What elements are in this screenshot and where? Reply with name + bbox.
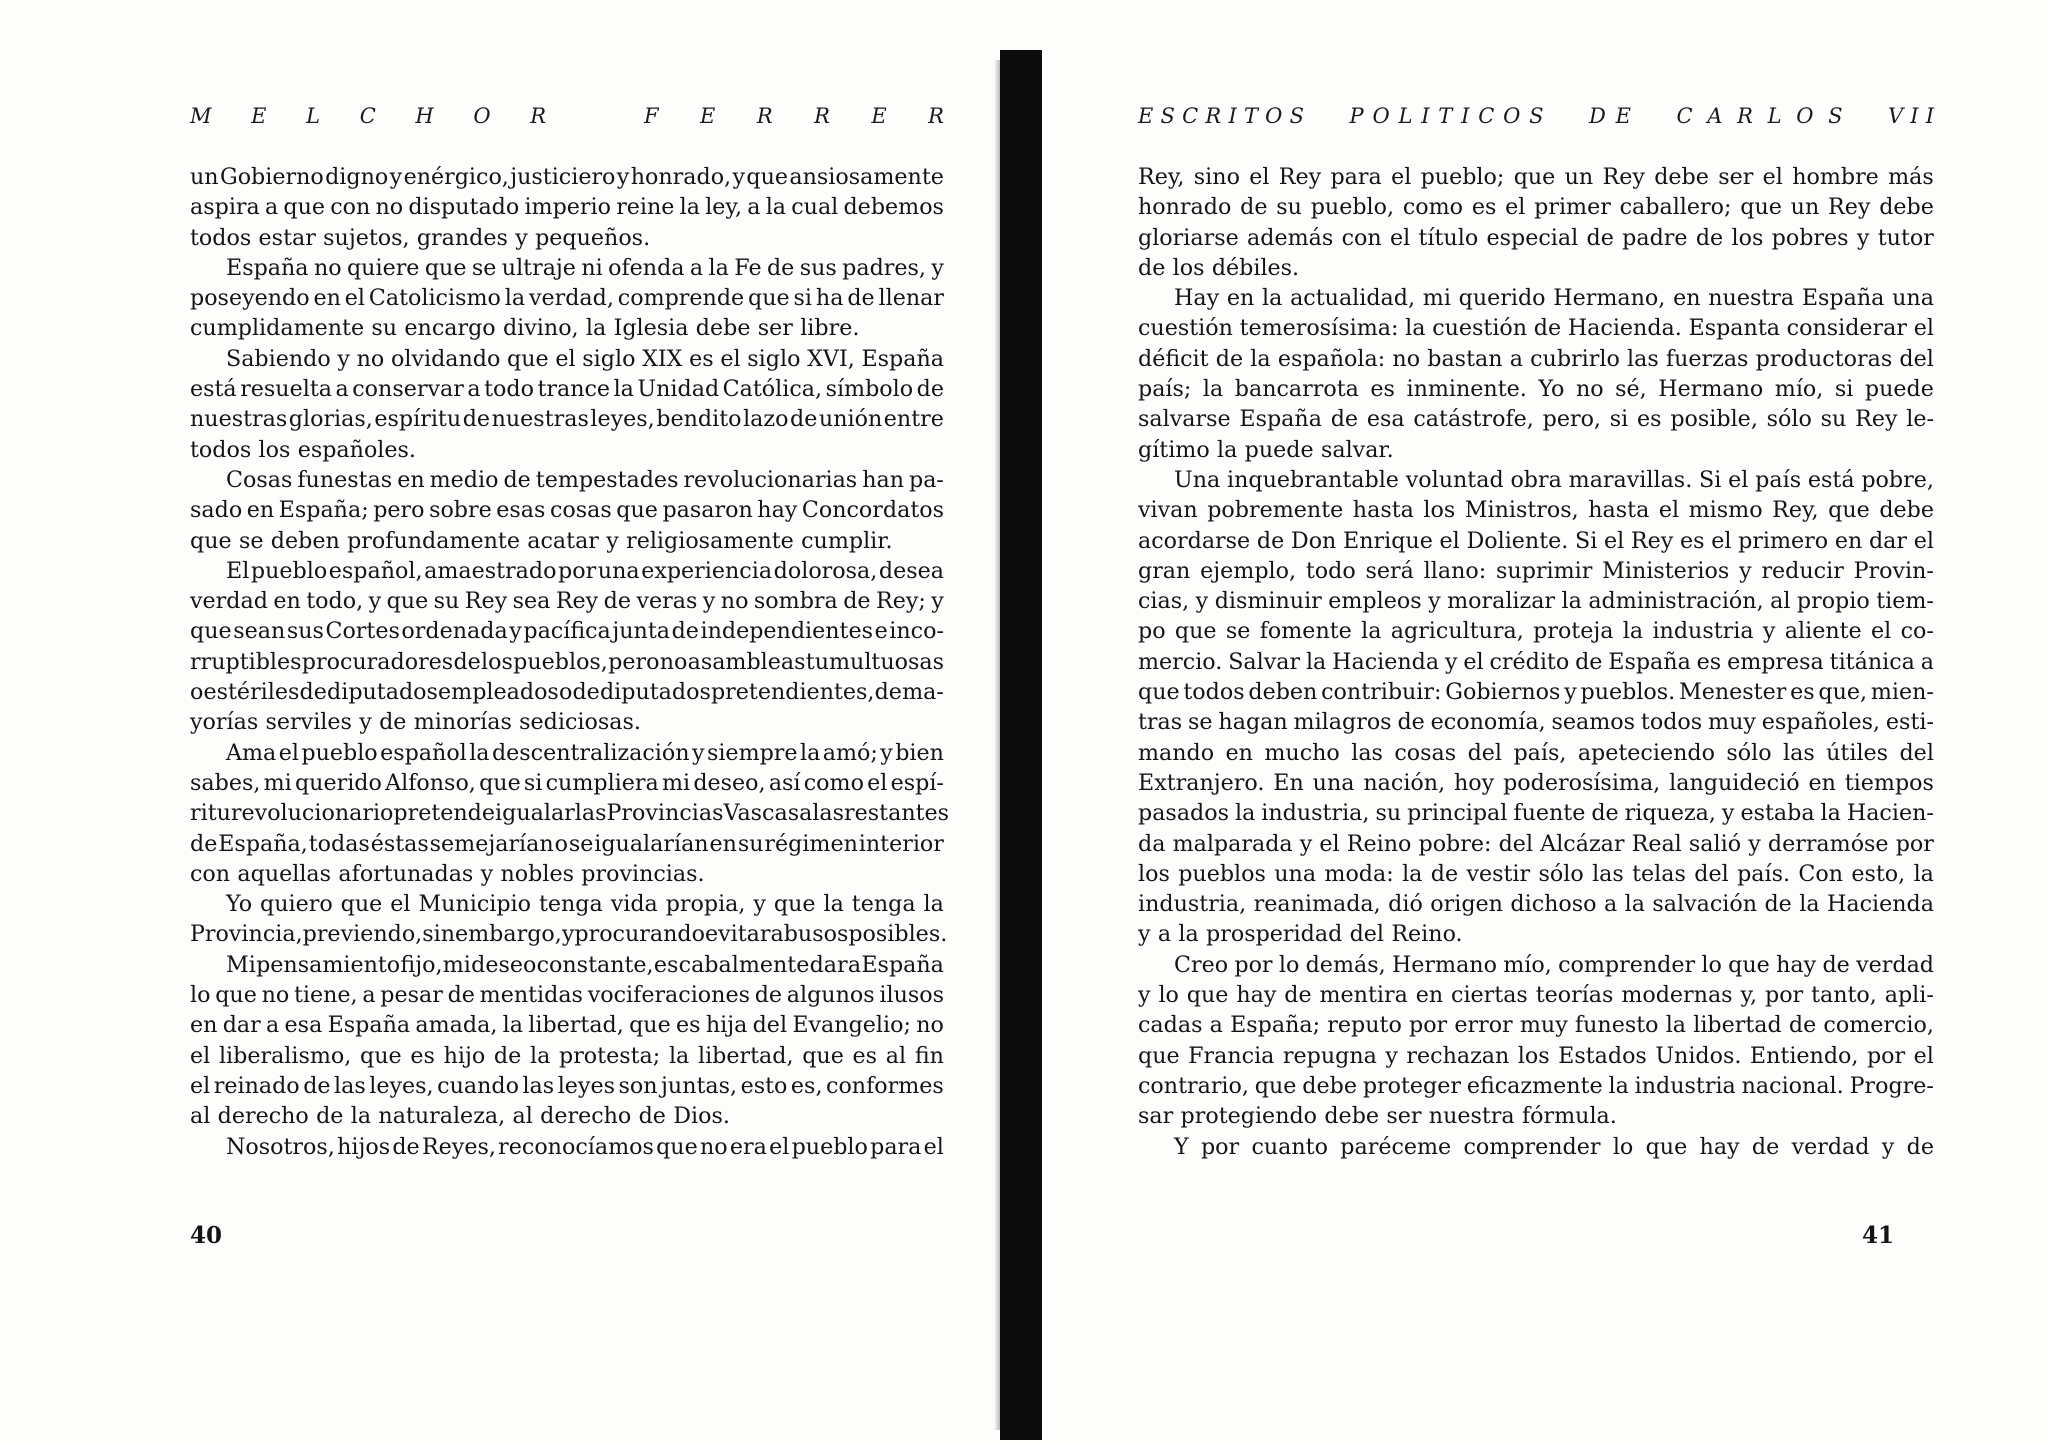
text-line: cumplidamente su encargo divino, la Iglesia debe ser libre.	[190, 315, 860, 342]
text-line: El pueblo español, amaestrado por una experiencia dolorosa, desea	[226, 557, 944, 584]
body-text-right	[1138, 162, 1934, 1162]
text-line: yorías serviles y de minorías sediciosas.	[190, 709, 641, 736]
text-line: Rey, sino el Rey para el pueblo; que un Rey debe ser el hombre más	[1138, 164, 1934, 190]
page-number-left: 40	[190, 1222, 223, 1249]
text-line: todos los españoles.	[190, 436, 416, 463]
text-line: los pueblos una moda: la de vestir sólo las telas del país. Con esto, la	[1138, 860, 1934, 887]
text-line: en dar a esa España amada, la libertad, que es hija del Evangelio; no	[190, 1012, 944, 1039]
text-line: gloriarse además con el título especial de padre de los pobres y tutor	[1138, 224, 1934, 251]
text-line: y lo que hay de mentira en ciertas teorías modernas y, por tanto, apli-	[1138, 982, 1934, 1009]
running-header-left	[190, 104, 944, 134]
text-line: el reinado de las leyes, cuando las leyes son juntas, esto es, conformes	[190, 1072, 944, 1099]
text-line: de los débiles.	[1138, 254, 1300, 281]
text-line: déficit de la española: no bastan a cubrirlo las fuerzas productoras del	[1138, 345, 1934, 372]
text-line: y a la prosperidad del Reino.	[1138, 921, 1463, 948]
text-line: de España, todas éstas semejarían o se igualarían en su régimen interior	[190, 830, 944, 857]
text-line: vivan pobremente hasta los Ministros, hasta el mismo Rey, que debe	[1138, 497, 1934, 524]
text-line: Sabiendo y no olvidando que el siglo XIX es el siglo XVI, España	[226, 345, 944, 372]
text-line: po que se fomente la agricultura, proteja la industria y aliente el co-	[1138, 618, 1934, 645]
text-line: salvarse España de esa catástrofe, pero, si es posible, sólo su Rey le-	[1138, 406, 1934, 433]
page-number-right: 41	[1862, 1222, 1895, 1249]
text-line: Cosas funestas en medio de tempestades revolucionarias han pa-	[226, 466, 944, 493]
text-line: el liberalismo, que es hijo de la protesta; la libertad, que es al fin	[190, 1042, 944, 1069]
text-line: España no quiere que se ultraje ni ofenda a la Fe de sus padres, y	[226, 254, 944, 281]
text-line: cias, y disminuir empleos y moralizar la administración, al propio tiem-	[1138, 588, 1934, 615]
text-line: contrario, que debe proteger eficazmente la industria nacional. Progre-	[1138, 1072, 1934, 1099]
text-line: sabes, mi querido Alfonso, que si cumpliera mi deseo, así como el espí-	[190, 769, 944, 796]
text-line: Y por cuanto paréceme comprender lo que hay de verdad y de	[1174, 1133, 1934, 1160]
body-text-left	[190, 162, 950, 1162]
text-line: que todos deben contribuir: Gobiernos y pueblos. Menester es que, mien-	[1138, 679, 1934, 706]
text-line: que sean sus Cortes ordenada y pacífica junta de independientes e inco-	[190, 618, 944, 645]
header-author-last: F E R R E R	[644, 104, 944, 128]
text-line: Yo quiero que el Municipio tenga vida propia, y que la tenga la	[226, 891, 944, 918]
book-gutter	[1000, 50, 1042, 1440]
header-word-politicos: P O L I T I C O S	[1349, 104, 1544, 128]
text-line: sado en España; pero sobre esas cosas que pasaron hay Concordatos	[190, 497, 944, 524]
text-line: industria, reanimada, dió origen dichoso a la salvación de la Hacienda	[1138, 891, 1934, 918]
header-word-escritos: E S C R I T O S	[1138, 104, 1304, 128]
text-line: acordarse de Don Enrique el Doliente. Si el Rey es el primero en dar el	[1138, 527, 1934, 554]
text-line: al derecho de la naturaleza, al derecho de Dios.	[190, 1103, 730, 1130]
text-line: pasados la industria, su principal fuente de riqueza, y estaba la Hacien-	[1138, 800, 1934, 827]
text-line: lo que no tiene, a pesar de mentidas vociferaciones de algunos ilusos	[190, 982, 944, 1009]
text-line: un Gobierno digno y enérgico, justiciero y honrado, y que ansiosamente	[190, 164, 944, 190]
header-author-first: M E L C H O R	[190, 104, 546, 128]
text-line: está resuelta a conservar a todo trance la Unidad Católica, símbolo de	[190, 376, 944, 403]
text-line: que Francia repugna y rechazan los Estados Unidos. Entiendo, por el	[1138, 1042, 1934, 1069]
running-header-right	[1138, 104, 1934, 134]
left-page	[0, 0, 1000, 1442]
text-line: nuestras glorias, espíritu de nuestras leyes, bendito lazo de unión entre	[190, 406, 944, 433]
text-line: que se deben profundamente acatar y religiosamente cumplir.	[190, 527, 893, 554]
header-word-de: D E	[1589, 104, 1631, 128]
text-line: sar protegiendo debe ser nuestra fórmula.	[1138, 1103, 1617, 1130]
text-line: aspira a que con no disputado imperio reine la ley, a la cual debemos	[190, 194, 944, 221]
text-line: gítimo la puede salvar.	[1138, 436, 1394, 463]
text-line: da malparada y el Reino pobre: del Alcázar Real salió y derramóse por	[1138, 830, 1934, 857]
text-line: todos estar sujetos, grandes y pequeños.	[190, 224, 651, 251]
text-line: Hay en la actualidad, mi querido Hermano, en nuestra España una	[1174, 285, 1934, 312]
text-line: mando en mucho las cosas del país, apeteciendo sólo las útiles del	[1138, 739, 1934, 766]
text-line: ritu revolucionario pretende igualar las Provincias Vascas a las restantes	[190, 800, 950, 827]
text-line: cuestión temerosísima: la cuestión de Hacienda. Espanta considerar el	[1138, 315, 1934, 342]
text-line: tras se hagan milagros de economía, seamos todos muy españoles, esti-	[1138, 709, 1934, 736]
text-line: cadas a España; reputo por error muy funesto la libertad de comercio,	[1138, 1012, 1934, 1039]
text-line: poseyendo en el Catolicismo la verdad, comprende que si ha de llenar	[190, 285, 944, 312]
header-word-carlos: C A R L O S	[1676, 104, 1843, 128]
text-line: Provincia, previendo, sin embargo, y procurando evitar abusos posibles.	[190, 921, 948, 948]
text-line: o estériles de diputados empleados o de diputados pretendientes, de ma-	[190, 679, 944, 706]
text-line: Una inquebrantable voluntad obra maravillas. Si el país está pobre,	[1174, 466, 1934, 493]
text-line: Creo por lo demás, Hermano mío, comprender lo que hay de verdad	[1174, 951, 1934, 978]
text-line: verdad en todo, y que su Rey sea Rey de veras y no sombra de Rey; y	[190, 588, 944, 615]
text-line: rruptibles procuradores de los pueblos, pero no asambleas tumultuosas	[190, 648, 944, 675]
right-page	[1048, 0, 2048, 1442]
text-line: país; la bancarrota es inminente. Yo no sé, Hermano mío, si puede	[1138, 376, 1934, 403]
text-line: honrado de su pueblo, como es el primer caballero; que un Rey debe	[1138, 194, 1934, 221]
text-line: con aquellas afortunadas y nobles provincias.	[190, 860, 705, 887]
text-line: gran ejemplo, todo será llano: suprimir Ministerios y reducir Provin-	[1138, 557, 1934, 584]
header-word-vii: V I I	[1888, 104, 1934, 128]
text-line: Ama el pueblo español la descentralización y siempre la amó; y bien	[226, 739, 944, 766]
text-line: mercio. Salvar la Hacienda y el crédito de España es empresa titánica a	[1138, 648, 1934, 675]
text-line: Mi pensamiento fijo, mi deseo constante, es cabalmente dar a España	[226, 951, 944, 978]
text-line: Nosotros, hijos de Reyes, reconocíamos que no era el pueblo para el	[226, 1133, 944, 1160]
text-line: Extranjero. En una nación, hoy poderosísima, languideció en tiempos	[1138, 769, 1934, 796]
